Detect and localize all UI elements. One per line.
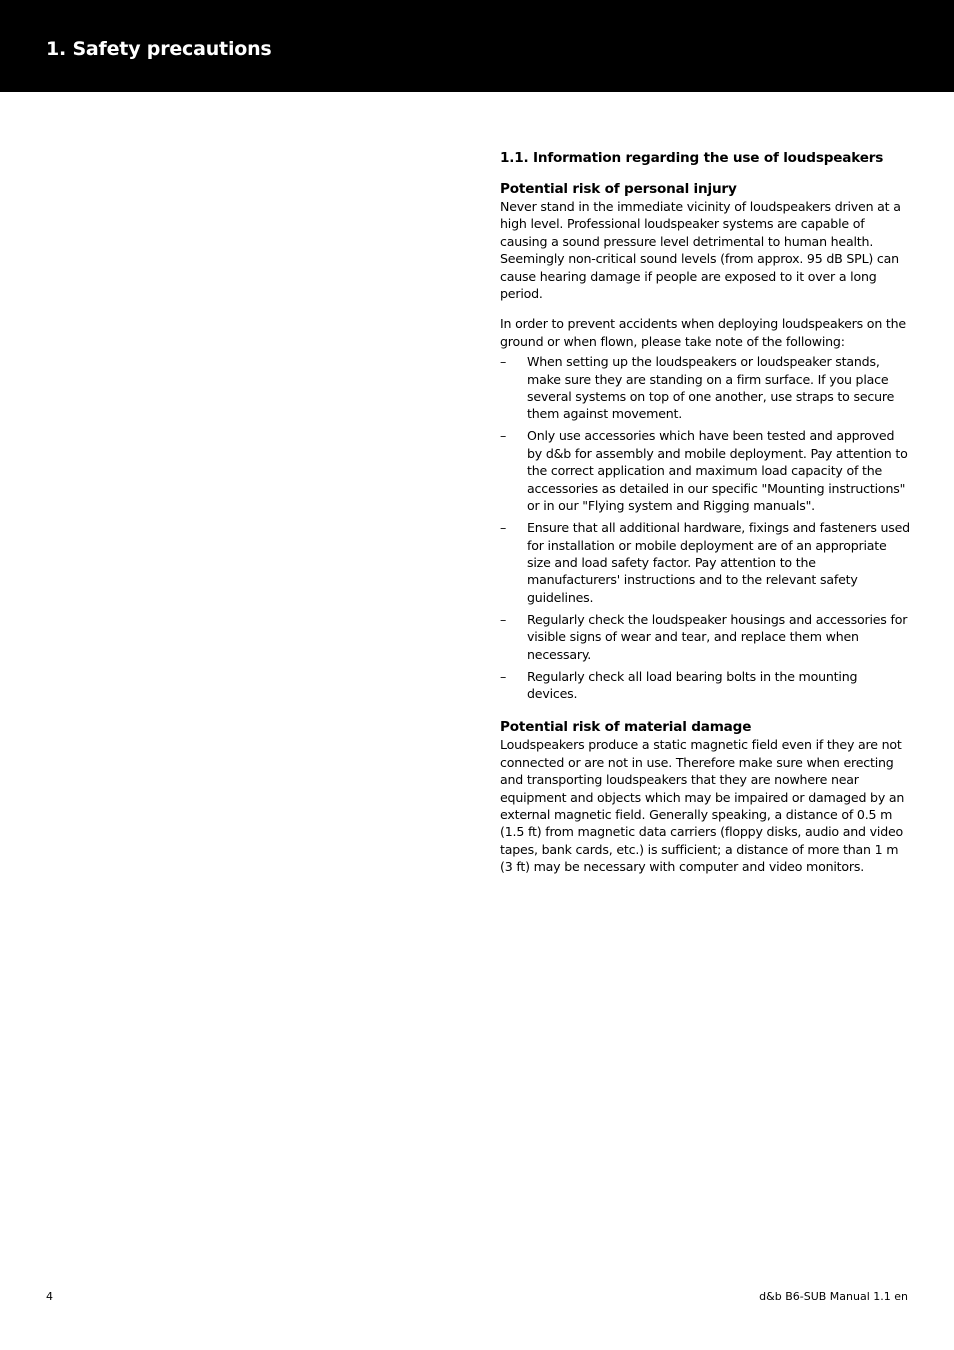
page-number: 4 (46, 1290, 53, 1303)
precaution-list (500, 353, 910, 702)
document-title: d&b B6-SUB Manual 1.1 en (759, 1290, 908, 1303)
chapter-header-bar (0, 0, 954, 92)
chapter-title: 1. Safety precautions (46, 38, 272, 60)
list-item-text: When setting up the loudspeakers or loudspeaker stands, make sure they are standing on a firm surface. If you place several systems on top of one another, use straps to secure them against movement. (527, 354, 895, 422)
list-item-text: Only use accessories which have been tested and approved by d&b for assembly and mobile deployment. Pay attention to the correct application and maximum load capacity of the accessories as detailed in our specific "Mounting instructions" or in our "Flying system and Rigging manuals". (527, 428, 908, 514)
list-item-text: Regularly check all load bearing bolts in the mounting devices. (527, 668, 858, 701)
list-item-text: Ensure that all additional hardware, fixings and fasteners used for installation or mobile deployment are of an appropriate size and load safety factor. Pay attention to the manufacturers' instructions and to the relevant safety guidelines. (527, 520, 910, 605)
injury-paragraph: Never stand in the immediate vicinity of loudspeakers driven at a high level. Professional loudspeaker systems are capable of causing a sound pressure level detrimental to human health. Seemingly non-critical sound levels (from approx. 95 dB SPL) can cause hearing damage if people are exposed to it over a long period. (500, 199, 901, 302)
material-paragraph: Loudspeakers produce a static magnetic field even if they are not connected or are not in use. Therefore make sure when erecting and transporting loudspeakers that they are nowhere near equipment and objects which may be impaired or damaged by an external magnetic field. Generally speaking, a distance of 0.5 m (1.5 ft) from magnetic data carriers (floppy disks, audio and video tapes, bank cards, etc.) is sufficient; a distance of more than 1 m (3 ft) may be necessary with computer and video monitors. (500, 737, 905, 875)
list-item (500, 668, 910, 703)
prevention-intro-paragraph: In order to prevent accidents when deploying loudspeakers on the ground or when flown, please take note of the following: (500, 316, 906, 349)
material-subheading: Potential risk of material damage (500, 719, 752, 736)
main-content-column (500, 148, 910, 889)
list-item-text: Regularly check the loudspeaker housings and accessories for visible signs of wear and tear, and replace them when necessary. (527, 611, 908, 662)
list-dash: – (500, 354, 507, 370)
list-dash: – (500, 520, 507, 536)
list-item (500, 519, 910, 606)
list-dash: – (500, 611, 507, 627)
list-item (500, 353, 910, 423)
list-item (500, 427, 910, 514)
injury-subheading: Potential risk of personal injury (500, 181, 737, 197)
list-dash: – (500, 668, 507, 684)
list-dash: – (500, 428, 507, 444)
list-item (500, 611, 910, 663)
section-heading: 1.1. Information regarding the use of loudspeakers (500, 150, 884, 166)
